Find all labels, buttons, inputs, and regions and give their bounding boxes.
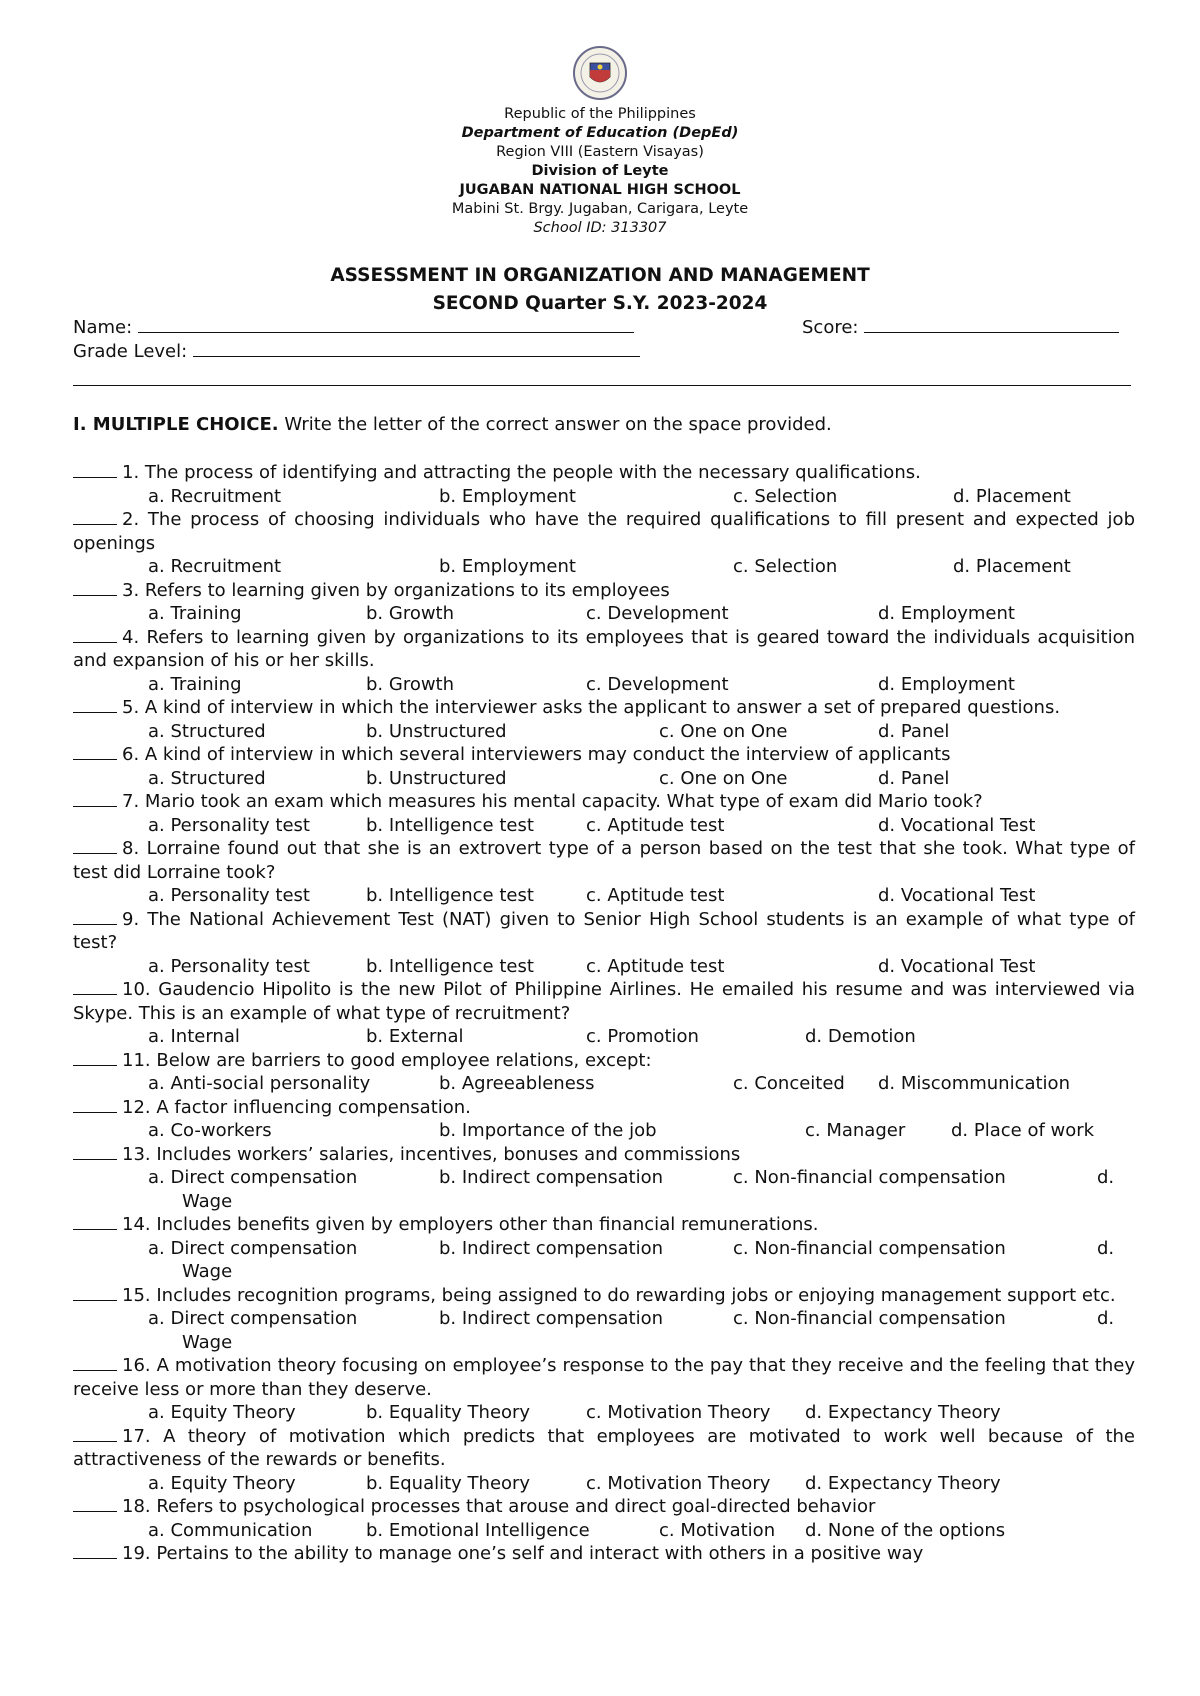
option-b: b. Emotional Intelligence: [366, 1519, 590, 1541]
option-a: a. Structured: [148, 720, 266, 742]
answer-blank[interactable]: [73, 627, 117, 643]
divider-line: [73, 385, 1131, 386]
option-c: c. Selection: [733, 556, 838, 577]
answer-blank[interactable]: [73, 979, 117, 995]
answer-blank[interactable]: [73, 909, 117, 925]
question-16: [73, 1354, 1135, 1401]
question-text: 17. A theory of motivation which predicts that employees are motivated to work well because of the attractiveness of the rewards or benefits.: [73, 1425, 1135, 1470]
option-b: b. Agreeableness: [439, 1073, 595, 1094]
question-3: [73, 579, 1135, 603]
option-d: d. Miscommunication: [878, 1073, 1070, 1094]
header-country: Republic of the Philippines: [504, 106, 696, 122]
section-heading: I. MULTIPLE CHOICE.: [73, 414, 279, 435]
option-b: b. Equality Theory: [366, 1472, 531, 1494]
option-b: b. Growth: [366, 603, 455, 624]
option-c: c. Development: [586, 673, 729, 695]
option-b: b. Employment: [439, 485, 576, 507]
option-d: d.: [1097, 1308, 1115, 1329]
question-6-options: [73, 767, 1135, 791]
header-address: Mabini St. Brgy. Jugaban, Carigara, Leyte: [451, 201, 749, 217]
question-text: 1. The process of identifying and attracting the people with the necessary qualifications.: [122, 462, 921, 483]
question-8: [73, 837, 1135, 884]
question-15-options: [73, 1307, 1135, 1354]
question-4: [73, 626, 1135, 673]
option-a: a. Anti-social personality: [148, 1073, 371, 1094]
answer-blank[interactable]: [73, 697, 117, 713]
question-13-options: [73, 1166, 1135, 1213]
question-4-options: [73, 673, 1135, 697]
question-text: 5. A kind of interview in which the interviewer asks the applicant to answer a set of prepared questions.: [122, 697, 1061, 718]
option-b: b. Importance of the job: [439, 1120, 657, 1141]
answer-blank[interactable]: [73, 1496, 117, 1512]
option-c: c. Development: [586, 603, 729, 624]
option-c: c. Conceited: [733, 1073, 845, 1094]
option-c: c. One on One: [659, 720, 788, 742]
question-text: 4. Refers to learning given by organizations to its employees that is geared toward the individuals acquisition and expansion of his or her skills.: [73, 626, 1135, 671]
option-d: d. Vocational Test: [878, 885, 1036, 906]
student-fields: [73, 316, 1133, 364]
name-field[interactable]: [138, 316, 634, 333]
option-b: b. Indirect compensation: [439, 1237, 664, 1259]
answer-blank[interactable]: [73, 1214, 117, 1230]
answer-blank[interactable]: [73, 744, 117, 760]
header-division: Division of Leyte: [531, 163, 669, 179]
answer-blank[interactable]: [73, 1144, 117, 1160]
option-c: c. Non-financial compensation: [733, 1237, 1006, 1259]
option-b: b. Intelligence test: [366, 955, 534, 977]
question-9-options: [73, 955, 1135, 979]
answer-blank[interactable]: [73, 509, 117, 525]
option-d: d. Panel: [878, 720, 950, 742]
option-d: d. Placement: [953, 485, 1071, 507]
option-c: c. Selection: [733, 485, 838, 507]
title-line-1: ASSESSMENT IN ORGANIZATION AND MANAGEMENT: [330, 265, 870, 286]
option-a: a. Communication: [148, 1519, 313, 1541]
option-a: a. Direct compensation: [148, 1237, 358, 1259]
header-region: Region VIII (Eastern Visayas): [496, 144, 704, 160]
question-text: 2. The process of choosing individuals who have the required qualifications to fill present and expected job openings: [73, 509, 1135, 554]
question-1: [73, 461, 1135, 485]
option-b: b. Unstructured: [366, 767, 507, 789]
option-d: d.: [1097, 1167, 1115, 1188]
option-a-continuation: Wage: [182, 1261, 233, 1282]
answer-blank[interactable]: [73, 838, 117, 854]
option-b: b. Employment: [439, 556, 576, 577]
option-c: c. Motivation: [659, 1519, 776, 1541]
question-14-options: [73, 1237, 1135, 1284]
question-11-options: [73, 1072, 1135, 1096]
option-a: a. Training: [148, 673, 242, 695]
answer-blank[interactable]: [73, 1426, 117, 1442]
option-d: d. Vocational Test: [878, 955, 1036, 977]
option-b: b. Intelligence test: [366, 885, 534, 906]
option-c: c. Promotion: [586, 1026, 699, 1047]
option-d: d. Employment: [878, 673, 1015, 695]
answer-blank[interactable]: [73, 791, 117, 807]
question-6: [73, 743, 1135, 767]
option-d: d.: [1097, 1237, 1115, 1259]
question-text: 18. Refers to psychological processes that arouse and direct goal-directed behavior: [122, 1496, 876, 1517]
option-a: a. Training: [148, 603, 242, 624]
option-d: d. Vocational Test: [878, 814, 1036, 836]
question-text: 7. Mario took an exam which measures his mental capacity. What type of exam did Mario took?: [122, 791, 983, 812]
question-text: 8. Lorraine found out that she is an extrovert type of a person based on the test that she took. What type of test did Lorraine took?: [73, 838, 1135, 883]
option-a: a. Direct compensation: [148, 1308, 358, 1329]
option-a-continuation: Wage: [182, 1190, 233, 1212]
option-a: a. Co-workers: [148, 1120, 272, 1141]
answer-blank[interactable]: [73, 1543, 117, 1559]
option-c: c. Motivation Theory: [586, 1472, 771, 1494]
option-d: d. Expectancy Theory: [805, 1402, 1001, 1423]
option-b: b. Intelligence test: [366, 814, 534, 836]
answer-blank[interactable]: [73, 1097, 117, 1113]
question-text: 15. Includes recognition programs, being assigned to do rewarding jobs or enjoying management support etc.: [122, 1284, 1116, 1306]
name-label: Name:: [73, 317, 133, 338]
header-department: Department of Education (DepEd): [461, 125, 739, 141]
question-text: 10. Gaudencio Hipolito is the new Pilot of Philippine Airlines. He emailed his resume and was interviewed via Skype. This is an example of what type of recruitment?: [73, 979, 1135, 1024]
question-16-options: [73, 1401, 1135, 1425]
question-10: [73, 978, 1135, 1025]
question-text: 12. A factor influencing compensation.: [122, 1096, 471, 1118]
option-b: b. Unstructured: [366, 720, 507, 742]
option-d: d. Panel: [878, 767, 950, 789]
question-list: [73, 461, 1135, 1566]
question-13: [73, 1143, 1135, 1167]
exam-title: [0, 262, 1200, 318]
question-7: [73, 790, 1135, 814]
question-text: 11. Below are barriers to good employee relations, except:: [122, 1049, 652, 1071]
question-17-options: [73, 1472, 1135, 1496]
option-b: b. Growth: [366, 673, 455, 695]
option-b: b. Indirect compensation: [439, 1167, 664, 1188]
question-18: [73, 1495, 1135, 1519]
section-instruction: [73, 413, 1133, 437]
option-c: c. Manager: [805, 1120, 906, 1141]
option-b: b. Indirect compensation: [439, 1308, 664, 1329]
option-a-continuation: Wage: [182, 1331, 233, 1353]
deped-seal-icon: [572, 45, 628, 101]
question-2-options: [73, 555, 1135, 579]
option-c: c. One on One: [659, 767, 788, 789]
option-b: b. External: [366, 1026, 464, 1047]
question-12: [73, 1096, 1135, 1120]
question-7-options: [73, 814, 1135, 838]
answer-blank[interactable]: [73, 462, 117, 478]
question-12-options: [73, 1119, 1135, 1143]
option-b: b. Equality Theory: [366, 1402, 531, 1423]
option-d: d. Place of work: [951, 1120, 1095, 1141]
option-a: a. Recruitment: [148, 556, 282, 577]
question-text: 6. A kind of interview in which several interviewers may conduct the interview of applicants: [122, 744, 951, 765]
school-header: [0, 45, 1200, 238]
option-d: d. Expectancy Theory: [805, 1472, 1001, 1494]
option-a: a. Equity Theory: [148, 1472, 296, 1494]
question-text: 13. Includes workers’ salaries, incentives, bonuses and commissions: [122, 1143, 741, 1165]
option-d: d. Placement: [953, 556, 1071, 577]
question-text: 9. The National Achievement Test (NAT) given to Senior High School students is an example of what type of test?: [73, 908, 1135, 953]
question-text: 14. Includes benefits given by employers other than financial remunerations.: [122, 1214, 819, 1235]
question-text: 3. Refers to learning given by organizations to its employees: [122, 579, 670, 601]
question-15: [73, 1284, 1135, 1308]
instruction-text: Write the letter of the correct answer on the space provided.: [278, 414, 832, 435]
option-a: a. Structured: [148, 767, 266, 789]
option-c: c. Motivation Theory: [586, 1402, 771, 1423]
option-a: a. Internal: [148, 1026, 240, 1047]
option-d: d. Demotion: [805, 1026, 916, 1047]
question-14: [73, 1213, 1135, 1237]
question-8-options: [73, 884, 1135, 908]
header-school-name: JUGABAN NATIONAL HIGH SCHOOL: [459, 182, 741, 198]
title-line-2: SECOND Quarter S.Y. 2023-2024: [432, 293, 768, 314]
question-5-options: [73, 720, 1135, 744]
header-school-id: School ID: 313307: [533, 220, 667, 236]
question-19: [73, 1542, 1135, 1566]
option-a: a. Direct compensation: [148, 1167, 358, 1188]
option-a: a. Recruitment: [148, 485, 282, 507]
question-2: [73, 508, 1135, 555]
score-field[interactable]: [864, 316, 1119, 333]
question-text: 19. Pertains to the ability to manage one’s self and interact with others in a positive way: [122, 1543, 924, 1564]
question-1-options: [73, 485, 1135, 509]
score-label: Score:: [802, 317, 859, 338]
option-d: d. None of the options: [805, 1519, 1006, 1541]
question-17: [73, 1425, 1135, 1472]
question-5: [73, 696, 1135, 720]
question-3-options: [73, 602, 1135, 626]
question-text: 16. A motivation theory focusing on employee’s response to the pay that they receive and the feeling that they receive less or more than they deserve.: [73, 1355, 1135, 1400]
option-c: c. Non-financial compensation: [733, 1167, 1006, 1188]
question-18-options: [73, 1519, 1135, 1543]
option-a: a. Personality test: [148, 955, 310, 977]
option-a: a. Personality test: [148, 885, 310, 906]
grade-level-label: Grade Level:: [73, 341, 188, 362]
option-c: c. Aptitude test: [586, 955, 725, 977]
option-a: a. Equity Theory: [148, 1402, 296, 1423]
question-9: [73, 908, 1135, 955]
option-c: c. Aptitude test: [586, 885, 725, 906]
question-11: [73, 1049, 1135, 1073]
option-c: c. Non-financial compensation: [733, 1308, 1006, 1329]
option-d: d. Employment: [878, 603, 1015, 624]
answer-blank[interactable]: [73, 1355, 117, 1371]
option-c: c. Aptitude test: [586, 814, 725, 836]
grade-level-field[interactable]: [193, 340, 640, 357]
answer-blank[interactable]: [73, 1285, 117, 1301]
question-10-options: [73, 1025, 1135, 1049]
answer-blank[interactable]: [73, 1050, 117, 1066]
option-a: a. Personality test: [148, 814, 310, 836]
answer-blank[interactable]: [73, 580, 117, 596]
